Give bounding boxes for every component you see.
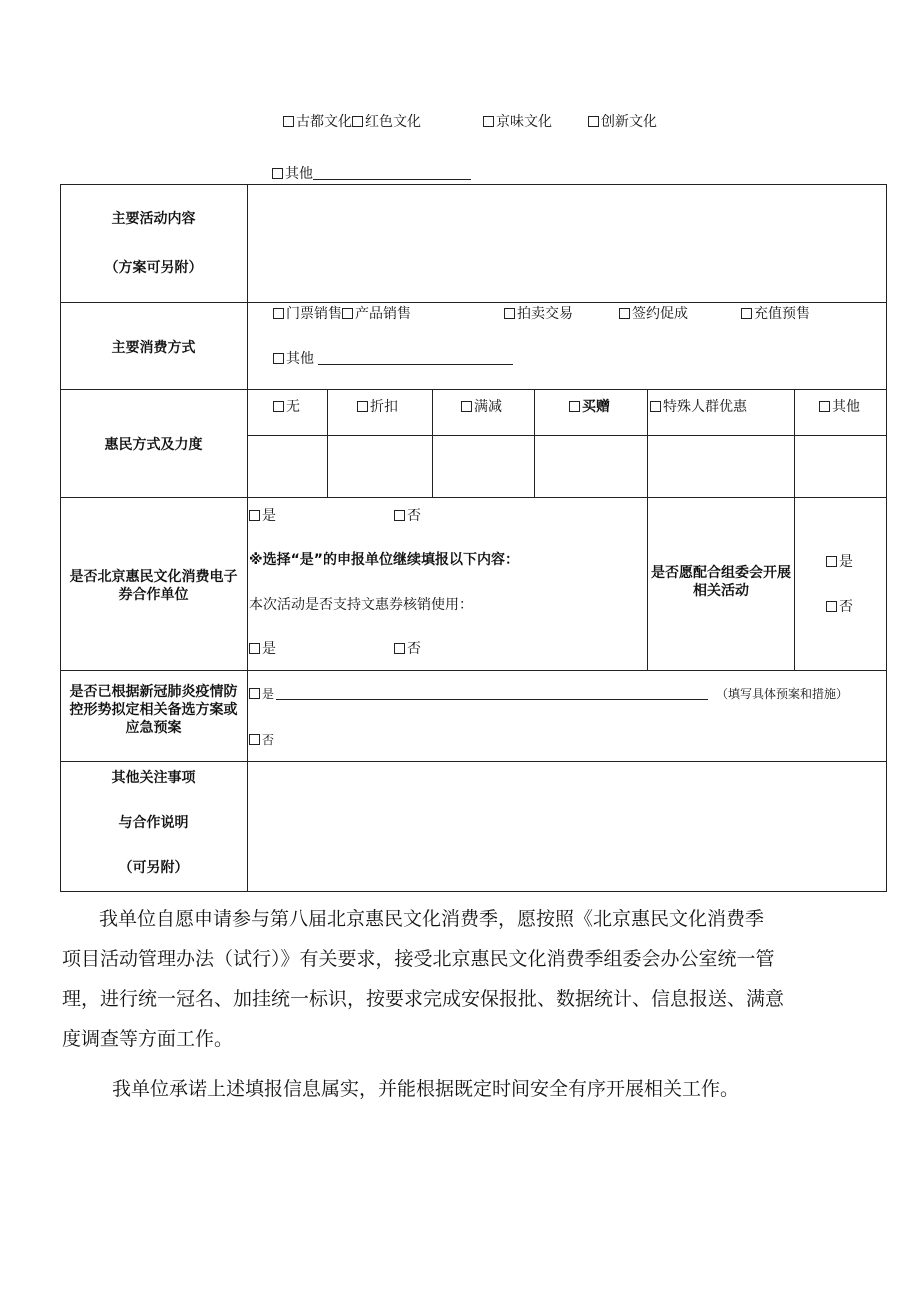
voucher-yes[interactable]: 是 (249, 507, 276, 525)
checkbox-icon[interactable] (273, 401, 284, 412)
benefit-discount[interactable]: 折扣 (357, 398, 398, 416)
voucher-redeem-yes[interactable]: 是 (249, 640, 276, 658)
checkbox-icon[interactable] (342, 308, 353, 319)
contingency-hint: （填写具体预案和措施） (716, 687, 849, 701)
cooperate-no[interactable]: 否 (826, 598, 853, 616)
checkbox-icon[interactable] (352, 116, 363, 127)
top-options-line (283, 113, 421, 131)
consumption-options-a (273, 305, 411, 323)
declaration-line-3: 理，进行统一冠名、加挂统一标识，按要求完成安保报批、数据统计、信息报送、满意 (62, 988, 785, 1010)
benefit-special-groups[interactable]: 特殊人群优惠 (650, 398, 747, 416)
commitment-line: 我单位承诺上述填报信息属实，并能根据既定时间安全有序开展相关工作。 (112, 1078, 740, 1100)
checkbox-icon[interactable] (394, 510, 405, 521)
checkbox-icon[interactable] (272, 168, 283, 179)
contingency-fill-line[interactable] (276, 685, 708, 700)
declaration-line-4: 度调查等方面工作。 (62, 1028, 234, 1050)
option-other-culture[interactable]: 其他 (272, 165, 471, 183)
option-red-culture[interactable]: 红色文化 (352, 114, 421, 130)
checkbox-icon[interactable] (569, 401, 580, 412)
voucher-question: 本次活动是否支持文惠券核销使用： (249, 597, 473, 613)
voucher-label: 是否北京惠民文化消费电子券合作单位 (69, 569, 238, 603)
checkbox-icon[interactable] (588, 116, 599, 127)
checkbox-icon[interactable] (249, 734, 260, 745)
option-innovation-culture[interactable]: 创新文化 (588, 113, 657, 131)
other-fill-line[interactable] (313, 165, 471, 180)
benefit-gift[interactable]: 买赠 (569, 398, 610, 416)
checkbox-icon[interactable] (249, 510, 260, 521)
checkbox-icon[interactable] (394, 643, 405, 654)
benefit-none[interactable]: 无 (273, 398, 300, 416)
option-other-consumption[interactable]: 其他 (273, 350, 513, 368)
checkbox-icon[interactable] (249, 688, 260, 699)
benefit-full-reduction[interactable]: 满减 (461, 398, 502, 416)
checkbox-icon[interactable] (826, 556, 837, 567)
voucher-note: ※选择“是”的申报单位继续填报以下内容： (249, 552, 520, 568)
voucher-redeem-no[interactable]: 否 (394, 640, 421, 658)
option-product-sales[interactable]: 产品销售 (342, 306, 411, 322)
checkbox-icon[interactable] (283, 116, 294, 127)
checkbox-icon[interactable] (273, 308, 284, 319)
checkbox-icon[interactable] (273, 353, 284, 364)
option-contract[interactable]: 签约促成 (619, 305, 688, 323)
contingency-yes[interactable]: 是 (249, 685, 708, 703)
main-content-field[interactable] (248, 185, 886, 302)
contingency-label: 是否已根据新冠肺炎疫情防控形势拟定相关备选方案或应急预案 (69, 684, 238, 736)
option-prepaid[interactable]: 充值预售 (741, 305, 810, 323)
checkbox-icon[interactable] (619, 308, 630, 319)
checkbox-icon[interactable] (826, 601, 837, 612)
other-consumption-line[interactable] (318, 350, 513, 365)
benefit-other[interactable]: 其他 (819, 398, 860, 416)
checkbox-icon[interactable] (741, 308, 752, 319)
other-notes-attach: （可另附） (118, 860, 189, 876)
voucher-no[interactable]: 否 (394, 507, 421, 525)
option-ancient-culture[interactable]: 古都文化 (283, 114, 352, 130)
checkbox-icon[interactable] (819, 401, 830, 412)
consumption-label: 主要消费方式 (111, 340, 196, 356)
checkbox-icon[interactable] (650, 401, 661, 412)
other-notes-label: 其他关注事项 (111, 770, 196, 786)
contingency-no[interactable]: 否 (249, 731, 274, 749)
checkbox-icon[interactable] (461, 401, 472, 412)
option-auction[interactable]: 拍卖交易 (504, 305, 573, 323)
declaration-line-1: 我单位自愿申请参与第八届北京惠民文化消费季，愿按照《北京惠民文化消费季 (99, 908, 765, 930)
main-content-sublabel: （方案可另附） (104, 260, 203, 276)
cooperate-yes[interactable]: 是 (826, 553, 853, 571)
checkbox-icon[interactable] (504, 308, 515, 319)
declaration-line-2: 项目活动管理办法（试行）》有关要求，接受北京惠民文化消费季组委会办公室统一管 (62, 948, 775, 970)
benefit-label: 惠民方式及力度 (104, 437, 203, 453)
cooperate-label: 是否愿配合组委会开展相关活动 (651, 565, 791, 599)
checkbox-icon[interactable] (357, 401, 368, 412)
checkbox-icon[interactable] (249, 643, 260, 654)
main-content-label: 主要活动内容 (111, 211, 196, 227)
other-notes-field[interactable] (248, 762, 886, 891)
other-notes-sublabel: 与合作说明 (118, 815, 189, 831)
option-ticket-sales[interactable]: 门票销售 (273, 306, 342, 322)
option-beijing-culture[interactable]: 京味文化 (483, 113, 552, 131)
checkbox-icon[interactable] (483, 116, 494, 127)
